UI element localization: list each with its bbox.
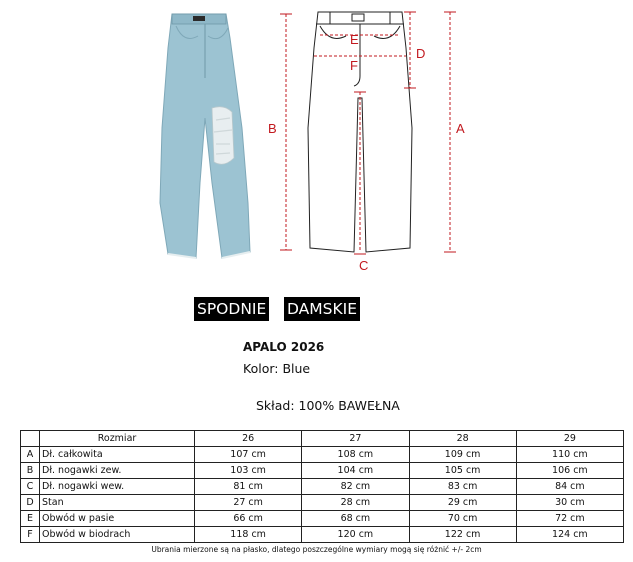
label-e: E — [350, 32, 359, 47]
label-d: D — [416, 46, 426, 61]
model-name: APALO 2026 — [243, 340, 325, 354]
table-row — [21, 511, 624, 527]
row-value: 118 cm — [195, 527, 302, 543]
row-value: 122 cm — [409, 527, 516, 543]
row-name: Dł. całkowita — [40, 447, 195, 463]
row-value: 109 cm — [409, 447, 516, 463]
row-value: 29 cm — [409, 495, 516, 511]
row-value: 110 cm — [516, 447, 623, 463]
title-word-2: DAMSKIE — [284, 297, 360, 321]
table-header-row — [21, 431, 624, 447]
row-value: 104 cm — [302, 463, 409, 479]
row-value: 120 cm — [302, 527, 409, 543]
row-name: Stan — [40, 495, 195, 511]
table-row — [21, 495, 624, 511]
row-value: 68 cm — [302, 511, 409, 527]
product-photo — [150, 8, 260, 263]
table-row — [21, 479, 624, 495]
row-letter: D — [21, 495, 40, 511]
row-value: 66 cm — [195, 511, 302, 527]
row-value: 28 cm — [302, 495, 409, 511]
header-size-27: 27 — [302, 431, 409, 447]
row-name: Dł. nogawki zew. — [40, 463, 195, 479]
row-value: 27 cm — [195, 495, 302, 511]
row-name: Obwód w biodrach — [40, 527, 195, 543]
row-name: Obwód w pasie — [40, 511, 195, 527]
title-word-1: SPODNIE — [194, 297, 269, 321]
header-size-26: 26 — [195, 431, 302, 447]
row-value: 30 cm — [516, 495, 623, 511]
table-row — [21, 463, 624, 479]
label-a: A — [456, 121, 465, 136]
row-letter: F — [21, 527, 40, 543]
row-value: 72 cm — [516, 511, 623, 527]
row-value: 82 cm — [302, 479, 409, 495]
header-blank-cell — [21, 431, 40, 447]
row-value: 70 cm — [409, 511, 516, 527]
row-value: 84 cm — [516, 479, 623, 495]
header-size-29: 29 — [516, 431, 623, 447]
label-f: F — [350, 58, 358, 73]
label-b: B — [268, 121, 277, 136]
label-c: C — [359, 258, 369, 273]
row-value: 105 cm — [409, 463, 516, 479]
row-letter: B — [21, 463, 40, 479]
row-value: 81 cm — [195, 479, 302, 495]
color-line: Kolor: Blue — [243, 361, 311, 376]
row-value: 106 cm — [516, 463, 623, 479]
row-letter: A — [21, 447, 40, 463]
row-value: 124 cm — [516, 527, 623, 543]
header-size-28: 28 — [409, 431, 516, 447]
row-letter: E — [21, 511, 40, 527]
row-value: 107 cm — [195, 447, 302, 463]
composition-line: Skład: 100% BAWEŁNA — [256, 398, 400, 413]
size-table — [20, 430, 624, 543]
header-size-label: Rozmiar — [40, 431, 195, 447]
row-value: 108 cm — [302, 447, 409, 463]
row-name: Dł. nogawki wew. — [40, 479, 195, 495]
measurement-diagram — [260, 8, 475, 278]
row-letter: C — [21, 479, 40, 495]
footnote: Ubrania mierzone są na płasko, dlatego poszczególne wymiary mogą się różnić +/- 2cm — [151, 545, 482, 554]
table-row — [21, 527, 624, 543]
row-value: 103 cm — [195, 463, 302, 479]
table-row — [21, 447, 624, 463]
row-value: 83 cm — [409, 479, 516, 495]
